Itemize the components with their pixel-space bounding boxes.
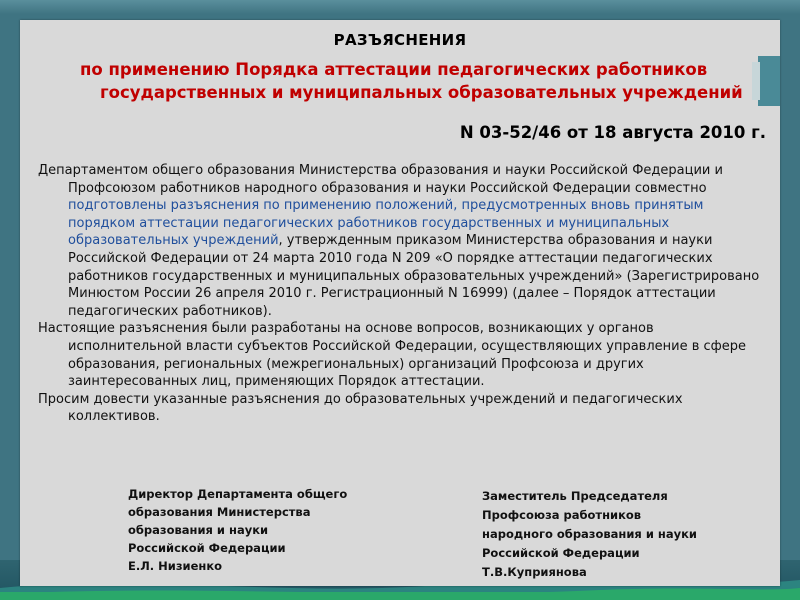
- paragraph-1: [38, 162, 766, 320]
- signature-right-name: Т.В.Куприянова: [482, 565, 587, 579]
- paragraph-1-end: , утвержденным приказом Министерства образования и науки Российской Федерации от 24 марта 2010 года N 209 «О порядке аттестации педагогических работников государственных и муниципальных образовательных учреждений» (Зарегистрировано Минюстом России 26 апреля 2010 г. Регистрационный N 16999) (далее – Порядок аттестации педагогических работников).: [68, 233, 760, 319]
- signature-right-line: Профсоюза работников: [482, 508, 642, 522]
- paragraph-1-highlight: подготовлены разъяснения по применению положений, предусмотренных вновь принятым порядком аттестации педагогических работников государственных и муниципальных образовательных учреждений: [68, 198, 704, 249]
- signature-left-line: Российской Федерации: [128, 541, 286, 555]
- document-subtitle: [80, 58, 760, 104]
- document-body: [38, 162, 766, 426]
- signature-right-line: Заместитель Председателя: [482, 489, 668, 503]
- signature-block-left: [128, 485, 388, 575]
- paragraph-2: Настоящие разъяснения были разработаны на основе вопросов, возникающих у органов исполнительной власти субъектов Российской Федерации, осуществляющих управление в сфере образования, региональных (межрегиональных) организаций Профсоюза и других заинтересованных лиц, применяющих Порядок аттестации.: [38, 321, 747, 390]
- paragraph-1-start: Департаментом общего образования Министерства образования и науки Российской Федерации и Профсоюзом работников народного образования и науки Российской Федерации совместно: [38, 163, 723, 196]
- subtitle-line-1: по применению Порядка аттестации педагогических работников: [80, 60, 708, 79]
- signature-block-right: [482, 487, 742, 582]
- signature-left-line: образования и науки: [128, 523, 269, 537]
- signature-left-line: Директор Департамента общего: [128, 487, 348, 501]
- page-title: РАЗЪЯСНЕНИЯ: [333, 31, 467, 49]
- document-number: N 03-52/46 от 18 августа 2010 г.: [459, 123, 766, 142]
- signature-right-line: народного образования и науки: [482, 527, 697, 541]
- signature-right-line: Российской Федерации: [482, 546, 640, 560]
- subtitle-line-2: государственных и муниципальных образовательных учреждений: [100, 83, 743, 102]
- paragraph-3: Просим довести указанные разъяснения до образовательных учреждений и педагогических коллективов.: [38, 391, 683, 425]
- bottom-accent-bar: [0, 592, 800, 600]
- frame-top-band: [0, 0, 800, 14]
- signature-left-name: Е.Л. Низиенко: [128, 559, 223, 573]
- signature-left-line: образования Министерства: [128, 505, 311, 519]
- document-slide: [20, 20, 780, 586]
